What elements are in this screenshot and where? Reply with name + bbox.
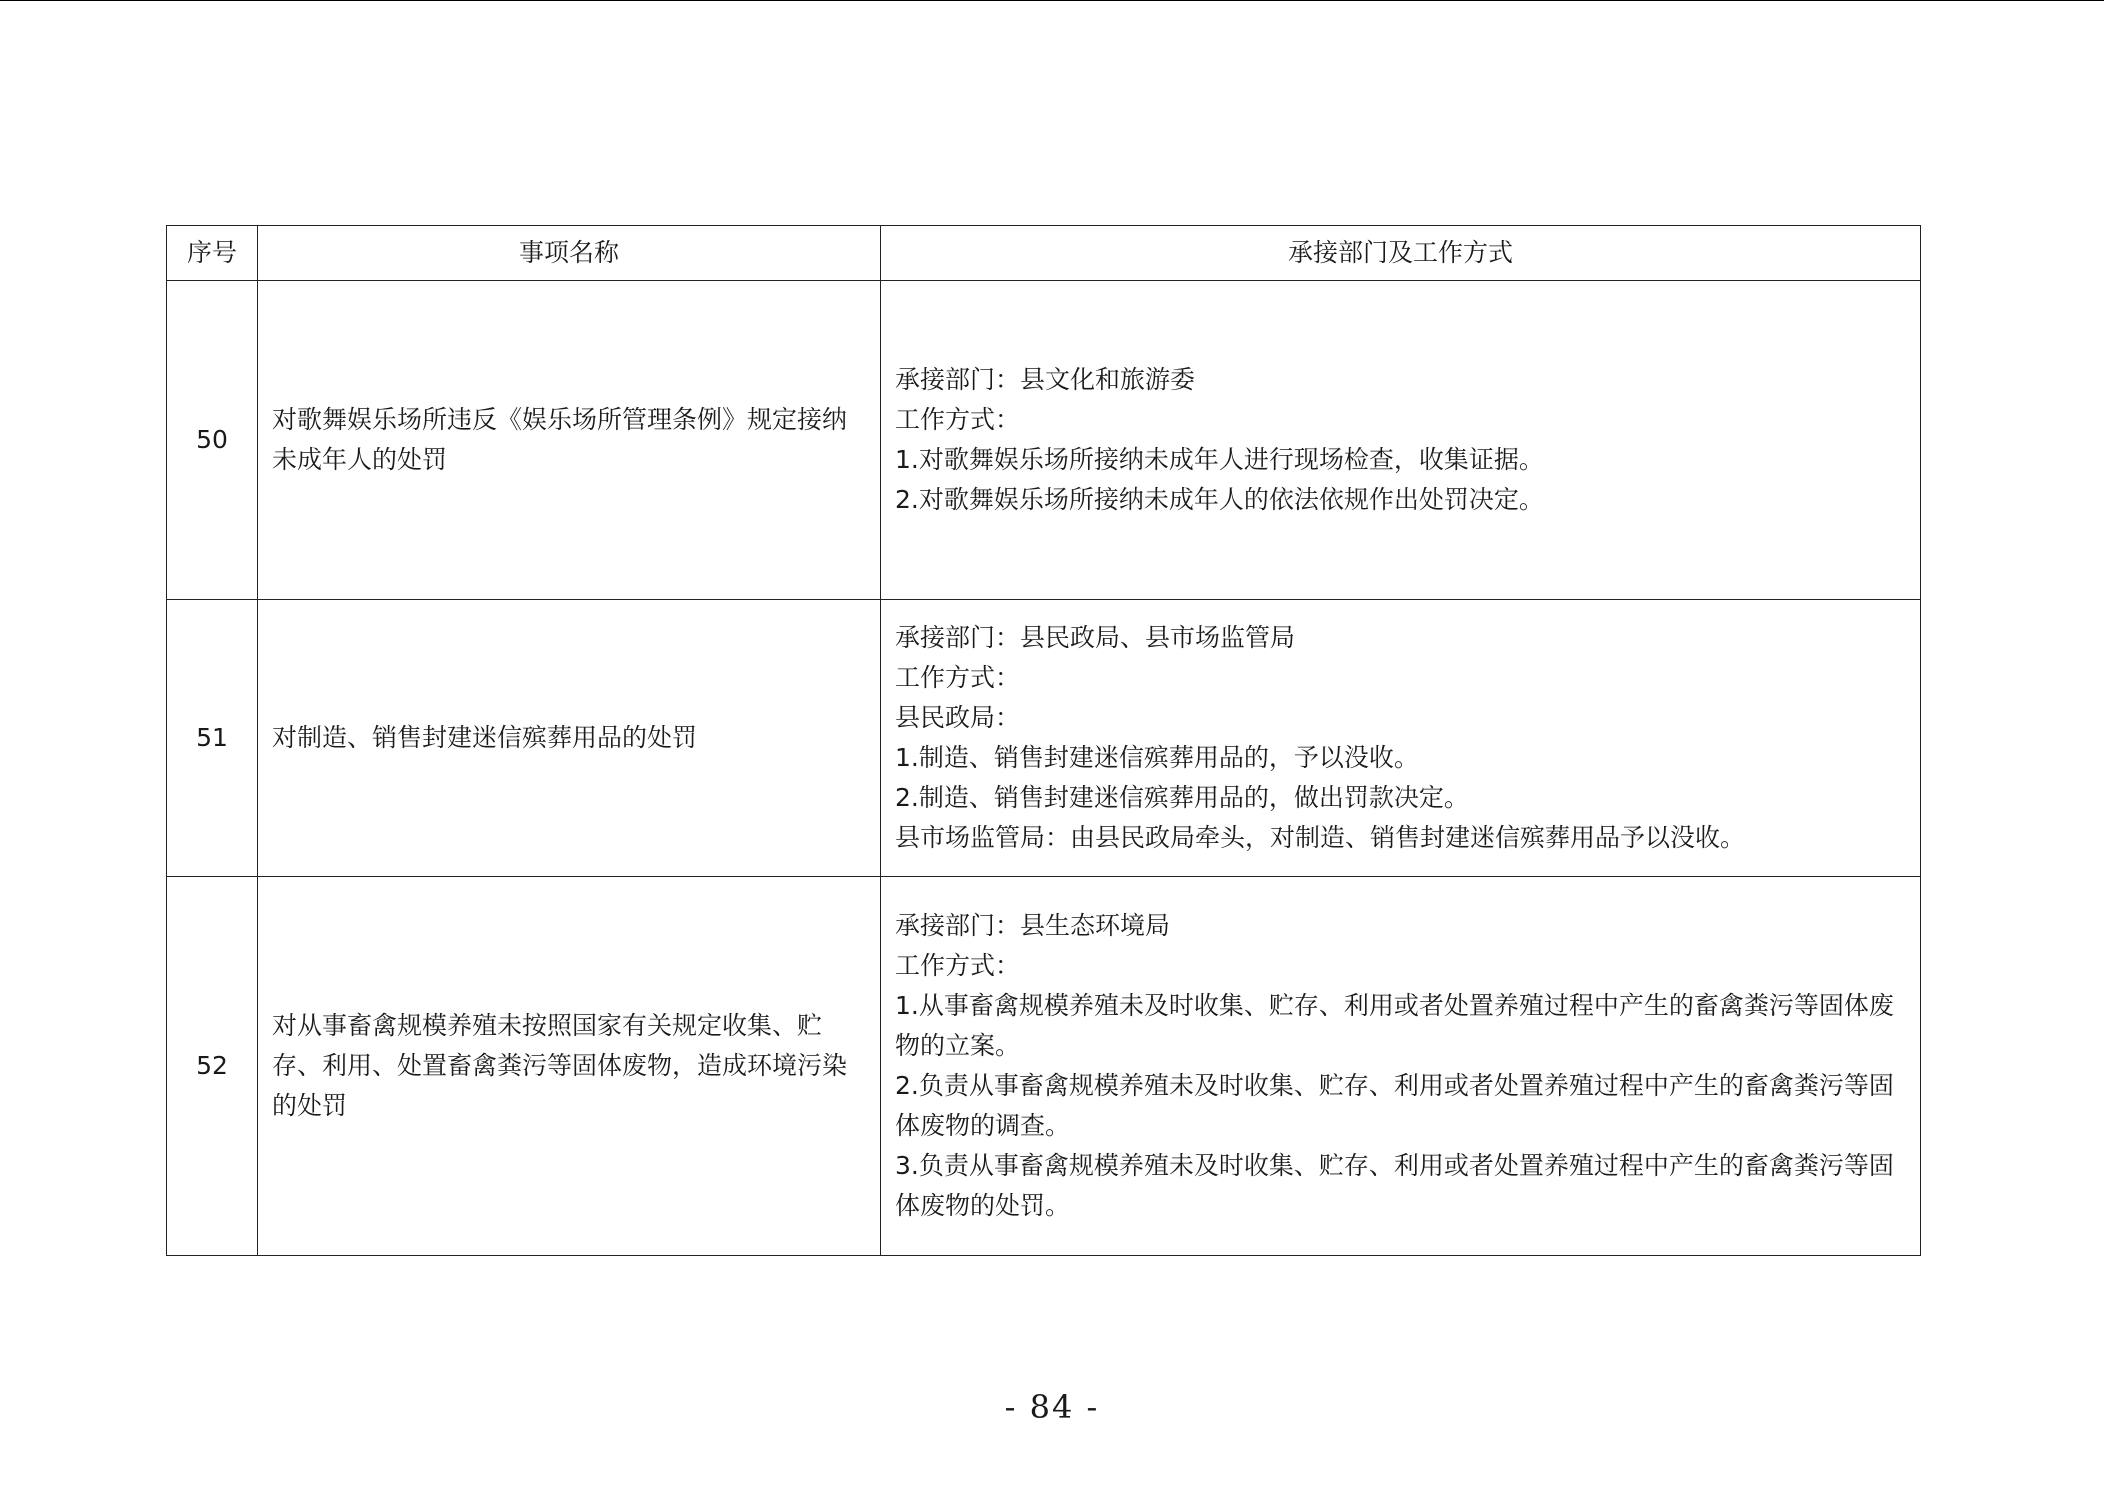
dept-line: 县民政局：	[895, 703, 1021, 732]
row-department-and-method	[881, 877, 1921, 1256]
row-department-and-method	[881, 600, 1921, 877]
dept-line: 2.负责从事畜禽规模养殖未及时收集、贮存、利用或者处置养殖过程中产生的畜禽粪污等固体废物的调查。	[895, 1071, 1894, 1140]
dept-line: 工作方式：	[895, 663, 1021, 692]
dept-line: 工作方式：	[895, 951, 1021, 980]
matters-table	[166, 225, 1921, 1256]
page-number: - 84 -	[1004, 1388, 1100, 1426]
dept-line: 2.对歌舞娱乐场所接纳未成年人的依法依规作出处罚决定。	[895, 485, 1544, 514]
dept-line: 1.从事畜禽规模养殖未及时收集、贮存、利用或者处置养殖过程中产生的畜禽粪污等固体废物的立案。	[895, 991, 1894, 1060]
dept-line: 承接部门：县文化和旅游委	[895, 365, 1196, 394]
top-border-line	[0, 0, 2104, 1]
row-department-and-method	[881, 281, 1921, 600]
row-serial-number: 51	[167, 600, 258, 877]
table-row	[167, 877, 1921, 1256]
dept-line: 县市场监管局：由县民政局牵头，对制造、销售封建迷信殡葬用品予以没收。	[895, 823, 1746, 852]
row-serial-number: 50	[167, 281, 258, 600]
dept-line: 承接部门：县民政局、县市场监管局	[895, 623, 1296, 652]
dept-line: 3.负责从事畜禽规模养殖未及时收集、贮存、利用或者处置养殖过程中产生的畜禽粪污等固体废物的处罚。	[895, 1151, 1894, 1220]
dept-line: 2.制造、销售封建迷信殡葬用品的，做出罚款决定。	[895, 783, 1469, 812]
dept-line: 工作方式：	[895, 405, 1021, 434]
dept-line: 1.制造、销售封建迷信殡葬用品的，予以没收。	[895, 743, 1419, 772]
row-item-name: 对歌舞娱乐场所违反《娱乐场所管理条例》规定接纳未成年人的处罚	[258, 281, 881, 600]
row-item-name: 对从事畜禽规模养殖未按照国家有关规定收集、贮存、利用、处置畜禽粪污等固体废物，造成环境污染的处罚	[258, 877, 881, 1256]
row-item-name: 对制造、销售封建迷信殡葬用品的处罚	[258, 600, 881, 877]
table-row	[167, 600, 1921, 877]
row-serial-number: 52	[167, 877, 258, 1256]
table-header-row	[167, 226, 1921, 281]
header-serial-number: 序号	[167, 226, 258, 281]
dept-line: 承接部门：县生态环境局	[895, 911, 1171, 940]
header-department-and-method: 承接部门及工作方式	[881, 226, 1921, 281]
dept-line: 1.对歌舞娱乐场所接纳未成年人进行现场检查，收集证据。	[895, 445, 1544, 474]
table-row	[167, 281, 1921, 600]
header-item-name: 事项名称	[258, 226, 881, 281]
